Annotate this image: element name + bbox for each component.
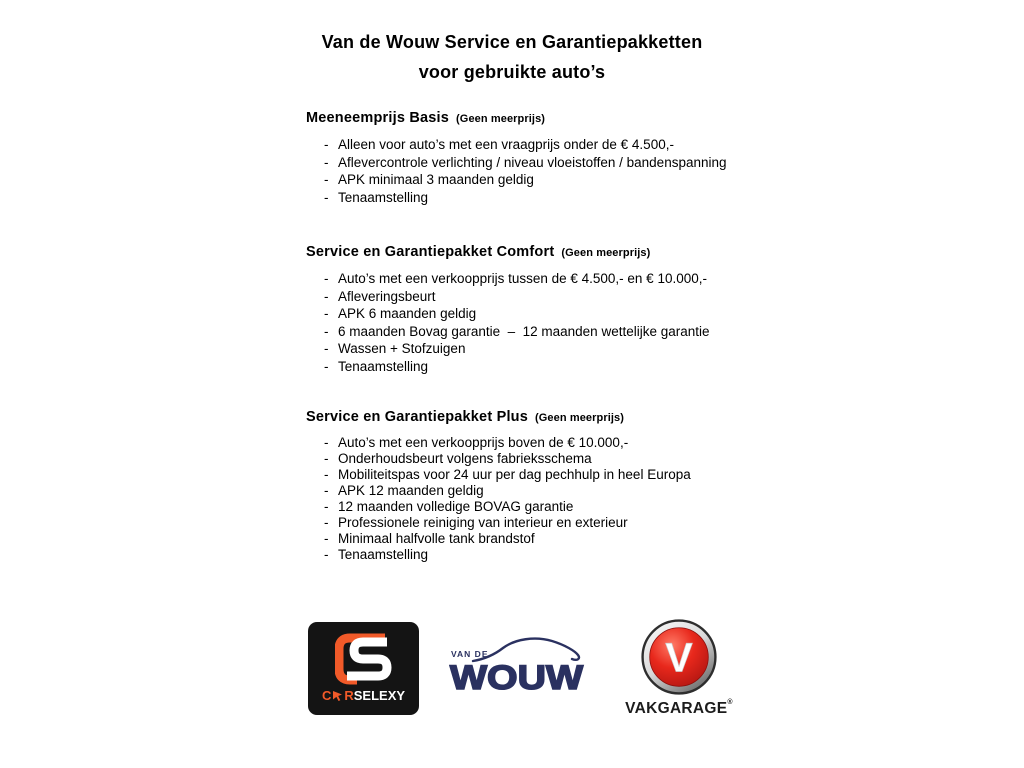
- list-item: [306, 547, 746, 563]
- bullet-dash: -: [324, 323, 329, 339]
- section-heading-text: Service en Garantiepakket Plus: [306, 409, 528, 425]
- list-item-text: Auto’s met een verkoopprijs tussen de € 4.500,- en € 10.000,-: [338, 271, 707, 286]
- list-item: [306, 483, 746, 499]
- list-item-text: Auto’s met een verkoopprijs boven de € 10.000,-: [338, 435, 629, 450]
- section-heading-note: (Geen meerprijs): [456, 113, 546, 125]
- list-item: [306, 467, 746, 483]
- list-item: [306, 435, 746, 451]
- section-garantiepakket-plus: [306, 408, 746, 563]
- section-heading-text: Meeneemprijs Basis: [306, 110, 450, 126]
- list-item-text: Tenaamstelling: [338, 189, 429, 205]
- list-item-text: Afleveringsbeurt: [338, 288, 436, 304]
- van-de-wouw-logo-icon: [449, 637, 589, 695]
- list-item: [306, 451, 746, 467]
- list-item: [306, 305, 746, 323]
- list-item: [306, 154, 746, 172]
- van-de-wouw-logo: [449, 637, 589, 700]
- list-item-text: Tenaamstelling: [338, 547, 429, 562]
- list-item-text: APK 6 maanden geldig: [338, 306, 477, 321]
- wouw-top-text: VAN DE: [451, 648, 489, 659]
- bullet-dash: -: [324, 358, 329, 374]
- section-heading: [306, 408, 746, 427]
- content: [306, 109, 746, 563]
- section-meeneemprijs-basis: [306, 109, 746, 206]
- bullet-dash: -: [324, 154, 329, 170]
- vakgarage-v-letter: V: [665, 633, 693, 680]
- page-title: [0, 27, 1024, 87]
- bullet-dash: -: [324, 288, 329, 304]
- footer-logo-strip: [308, 618, 733, 718]
- list-item-text: APK 12 maanden geldig: [338, 483, 484, 498]
- bullet-dash: -: [324, 547, 329, 562]
- bullet-dash: -: [324, 499, 329, 514]
- carselexy-logo: [308, 622, 419, 715]
- list-item: [306, 136, 746, 154]
- section-garantiepakket-comfort: [306, 243, 746, 375]
- bullet-list: [306, 435, 746, 563]
- bullet-dash: -: [324, 435, 329, 450]
- list-item: [306, 189, 746, 207]
- list-item: [306, 531, 746, 547]
- bullet-dash: -: [324, 515, 329, 530]
- list-item: [306, 515, 746, 531]
- list-item-text: Onderhoudsbeurt volgens fabrieksschema: [338, 451, 592, 466]
- list-item: [306, 270, 746, 288]
- bullet-dash: -: [324, 451, 329, 466]
- list-item-text: Mobiliteitspas voor 24 uur per dag pechhulp in heel Europa: [338, 467, 691, 482]
- carselexy-wordmark-c: C: [321, 688, 332, 703]
- list-item: [306, 171, 746, 189]
- list-item-text: Tenaamstelling: [338, 358, 429, 374]
- bullet-dash: -: [324, 483, 329, 498]
- cursor-arrow-icon: [332, 690, 343, 702]
- carselexy-monogram-icon: [335, 633, 393, 685]
- bullet-dash: -: [324, 189, 329, 205]
- list-item-text: Aflevercontrole verlichting / niveau vloeistoffen / bandenspanning: [338, 154, 727, 170]
- section-heading-text: Service en Garantiepakket Comfort: [306, 244, 555, 260]
- car-silhouette-icon: [473, 638, 579, 660]
- vakgarage-wordmark-text: VAKGARAGE: [625, 699, 728, 717]
- vakgarage-logo: [625, 619, 733, 718]
- list-item: [306, 358, 746, 376]
- section-heading-note: (Geen meerprijs): [535, 412, 625, 424]
- list-item-text: Minimaal halfvolle tank brandstof: [338, 531, 535, 546]
- section-heading-note: (Geen meerprijs): [561, 247, 651, 259]
- bullet-dash: -: [324, 306, 329, 321]
- list-item-text: Alleen voor auto’s met een vraagprijs onder de € 4.500,-: [338, 137, 674, 152]
- page-title-line1: Van de Wouw Service en Garantiepakketten: [321, 32, 703, 52]
- list-item: [306, 323, 746, 341]
- bullet-list: [306, 136, 746, 206]
- registered-trademark-symbol: ®: [727, 698, 733, 706]
- bullet-dash: -: [324, 467, 329, 482]
- list-item: [306, 499, 746, 515]
- bullet-list: [306, 270, 746, 375]
- bullet-dash: -: [324, 341, 329, 356]
- list-item-text: APK minimaal 3 maanden geldig: [338, 172, 534, 187]
- bullet-dash: -: [324, 271, 329, 286]
- list-item-text: 12 maanden volledige BOVAG garantie: [338, 499, 574, 514]
- bullet-dash: -: [324, 172, 329, 187]
- list-item-text: 6 maanden Bovag garantie – 12 maanden wettelijke garantie: [338, 323, 710, 339]
- list-item: [306, 288, 746, 306]
- list-item-text: Wassen + Stofzuigen: [338, 341, 466, 356]
- carselexy-wordmark-r: R: [344, 688, 354, 703]
- wouw-main-text: WOUW: [450, 658, 585, 695]
- section-heading: [306, 109, 746, 128]
- list-item: [306, 340, 746, 358]
- bullet-dash: -: [324, 137, 329, 152]
- vakgarage-roundel-icon: [641, 619, 717, 695]
- page-title-line2: voor gebruikte auto’s: [418, 62, 606, 82]
- carselexy-wordmark-rest: SELEXY: [353, 688, 406, 703]
- bullet-dash: -: [324, 531, 329, 546]
- vakgarage-wordmark: [625, 700, 733, 718]
- carselexy-wordmark: [322, 688, 405, 703]
- list-item-text: Professionele reiniging van interieur en exterieur: [338, 515, 628, 530]
- section-heading: [306, 243, 746, 262]
